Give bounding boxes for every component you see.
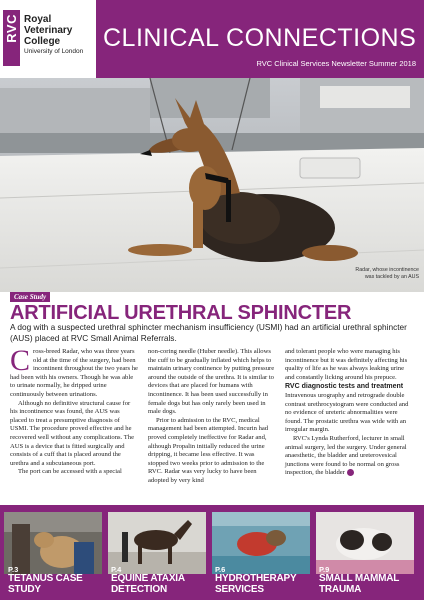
logo-line-4: University of London [24,48,84,55]
hero-photo [0,78,424,292]
feature-thumb-small-mammal[interactable] [316,512,414,574]
masthead [0,0,424,78]
article-headline: ARTIFICIAL URETHRAL SPHINCTER [10,302,352,324]
article-column-2 [148,348,276,486]
feature-label-tetanus[interactable] [8,566,104,595]
article-subhead: RVC diagnostic tests and treatment [285,383,404,391]
article-paragraph: Although no definitive structural cause for his incontinence was found, the AUS was placed to treat a presumptive diagnosis of USMI. The procedure proved effective and he recovered well without any complications. The AUS is a device that is fitted surgically and consists of a cuff that is placed around the urethra and a subcutaneous port. [10,399,135,467]
hero-caption: Radar, whose incontinence was tackled by an AUS [355,267,419,280]
hydrotherapy-photo-icon [212,512,310,574]
article-standfirst: A dog with a suspected urethral sphincter mechanism insufficiency (USMI) had an artificial urethral sphincter (AUS) placed at RVC Small Animal Referrals. [10,322,407,343]
feature-title: SMALL MAMMAL [319,573,400,584]
feature-label-equine[interactable] [111,566,207,595]
article-paragraph: The port can be accessed with a special [18,468,122,476]
feature-page: P.6 [215,565,226,574]
feature-title: EQUINE ATAXIA [111,573,185,584]
guinea-pig-photo-icon [316,512,414,574]
dog-on-boat-illustration [0,78,424,292]
feature-title-line-2: TRAUMA [319,583,362,595]
feature-label-hydrotherapy[interactable] [215,566,311,595]
logo-line-3: College [24,36,61,47]
feature-page: P.4 [111,565,122,574]
paragraph-text: RVC's Lynda Rutherford, lecturer in small animal surgery, led the surgery. Under general anaesthetic, the bladder and ureterovesical junctions were found to be normal on gross inspection, the bladder [285,434,407,477]
logo-abbrev: RVC [4,14,19,43]
newsletter-subtitle: RVC Clinical Services Newsletter Summer 2018 [256,59,416,68]
article-paragraph [10,344,138,400]
article-paragraph [285,435,413,478]
logo-line-1: Royal [24,14,52,25]
feature-label-small-mammal[interactable] [319,566,415,595]
feature-page: P.3 [8,565,19,574]
continue-arrow-icon[interactable]: ➜ [347,469,354,476]
section-tag: Case Study [10,292,50,302]
horse-photo-icon [108,512,206,574]
paragraph-text: ross-breed Radar, who was three years old at the time of the surgery, had been incontinent throughout the two years he had been with his owners. Though he was able to urinate normally, he dripped urine continuously between urinations. [10,348,138,398]
logo-line-2: Veterinary [24,25,73,36]
article-paragraph: and tolerant people who were managing his incontinence but it was definitely affecting his quality of life as he was always leaking urine and constantly licking around his prepuce. [285,348,408,381]
feature-title-line-2: DETECTION [111,583,167,595]
feature-title: TETANUS CASE STUDY [8,573,83,595]
tetanus-dog-photo-icon [4,512,102,574]
logo-wordmark [24,14,104,56]
article-column-1 [10,344,138,477]
newsletter-title: CLINICAL CONNECTIONS [103,24,417,52]
feature-page: P.9 [319,565,330,574]
article-paragraph: Intravenous urography and retrograde double contrast urethrocystogram were conducted and no evidence of ureteric abnormalities were found. The prostatic urethra was wide with an irregular margin. [285,391,409,434]
feature-title: HYDROTHERAPY [215,573,297,584]
feature-thumb-tetanus[interactable] [4,512,102,574]
drop-cap: C [10,344,31,377]
article-paragraph: Prior to admission to the RVC, medical management had been attempted. Incurin had proved completely ineffective for Radar and, although Propalin initially reduced the urine dripping, it became less effective. It was stopped two weeks prior to admission to the RVC. Radar was very lucky to have been adopted by very kind [148,416,269,484]
article-paragraph: non-coring needle (Huber needle). This allows the cuff to be gradually inflated which helps to maintain urinary continence by putting pressure around the outside of the urethra. It is similar to devices that are placed for humans with incontinence. It has been used successfully in female dogs but has only rarely been used in male dogs. [148,348,275,416]
article-column-3 [285,348,413,478]
feature-thumb-hydrotherapy[interactable] [212,512,310,574]
feature-thumb-equine[interactable] [108,512,206,574]
feature-title-line-2: SERVICES [215,583,264,595]
